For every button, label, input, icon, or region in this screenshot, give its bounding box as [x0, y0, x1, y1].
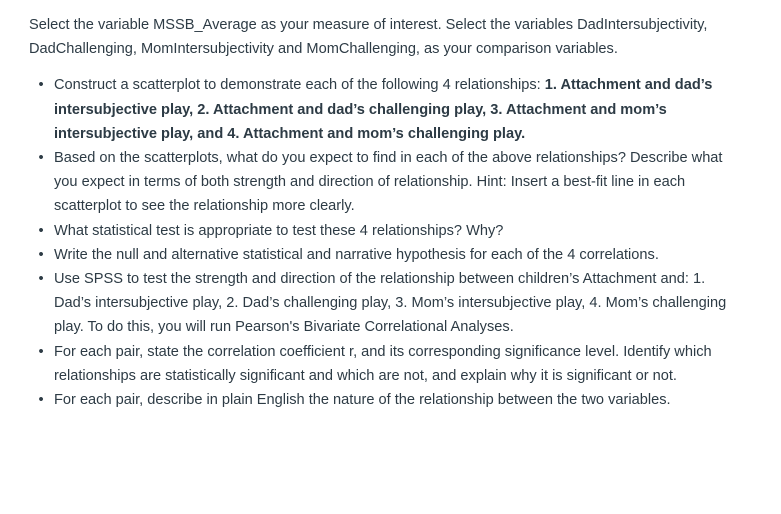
list-item	[38, 243, 729, 267]
list-item	[38, 73, 729, 146]
task-text: What statistical test is appropriate to test these 4 relationships? Why?	[54, 222, 504, 239]
task-emphasis: 1. Attachment and dad’s intersubjective play, 2. Attachment and dad’s challenging play, 3. Attachment and mom’s intersubjective play, and 4. Attachment and mom’s challenging play.	[54, 77, 713, 142]
list-item	[38, 267, 729, 340]
bullet-icon: •	[38, 271, 44, 288]
intro-paragraph: Select the variable MSSB_Average as your measure of interest. Select the variables DadIntersubjectivity, DadChallenging, MomIntersubjectivity and MomChallenging, as your comparison variables.	[29, 17, 708, 58]
list-item	[38, 388, 729, 412]
task-text: Construct a scatterplot to demonstrate each of the following 4 relationships:	[54, 77, 545, 94]
task-text: Use SPSS to test the strength and direction of the relationship between children’s Attachment and: 1. Dad’s intersubjective play, 2. Dad’s challenging play, 3. Mom’s intersubjective play, 4. Mom’s challenging play. To do this, you will run Pearson's Bivariate Correlational Analyses.	[54, 271, 727, 336]
task-text: For each pair, state the correlation coefficient r, and its corresponding significance level. Identify which relationships are statistically significant and which are not, and explain why it is significant or not.	[54, 343, 712, 384]
list-item	[38, 146, 729, 219]
assignment-content	[29, 13, 729, 412]
task-text: For each pair, describe in plain English the nature of the relationship between the two variables.	[54, 392, 671, 409]
bullet-icon: •	[38, 150, 44, 167]
task-text: Write the null and alternative statistical and narrative hypothesis for each of the 4 correlations.	[54, 246, 659, 263]
bullet-icon: •	[38, 392, 44, 409]
bullet-icon: •	[38, 222, 44, 239]
bullet-icon: •	[38, 77, 44, 94]
task-list	[29, 73, 729, 412]
list-item	[38, 219, 729, 243]
task-text: Based on the scatterplots, what do you expect to find in each of the above relationships? Describe what you expect in terms of both strength and direction of relationship. Hint: Insert a best-fit line in each scatterplot to see the relationship more clearly.	[54, 150, 723, 215]
bullet-icon: •	[38, 343, 44, 360]
bullet-icon: •	[38, 246, 44, 263]
list-item	[38, 340, 729, 388]
